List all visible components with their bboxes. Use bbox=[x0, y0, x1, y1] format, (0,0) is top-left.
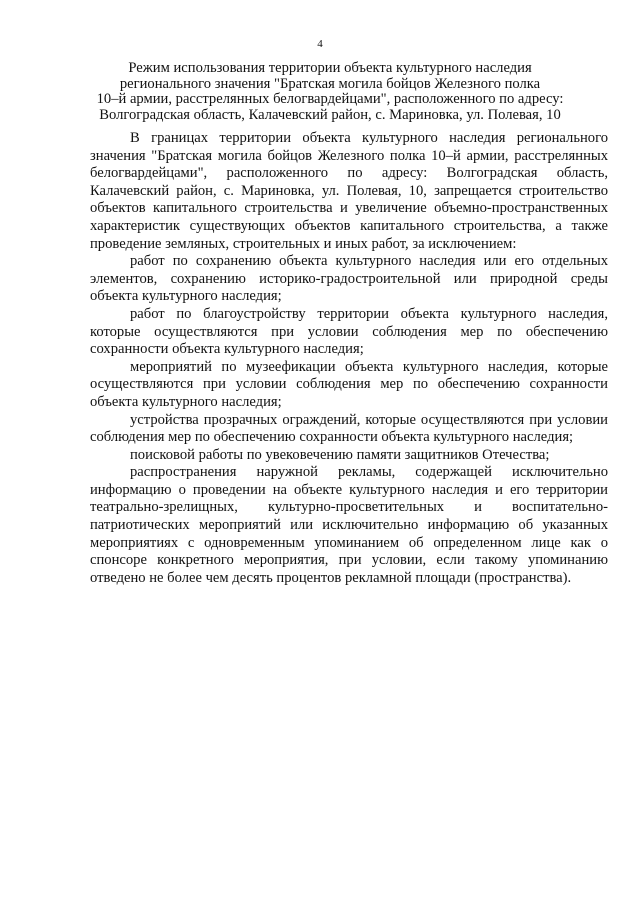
paragraph-exception-fencing: устройства прозрачных ограждений, которые осуществляются при условии соблюдения мер по обеспечению сохранности объекта культурного наследия; bbox=[90, 411, 608, 446]
page-number: 4 bbox=[317, 38, 323, 50]
document-body bbox=[90, 130, 608, 587]
paragraph-exception-landscaping: работ по благоустройству территории объекта культурного наследия, которые осуществляются при условии соблюдения мер по обеспечению сохранности объекта культурного наследия; bbox=[90, 305, 608, 358]
paragraph-exception-museumification: мероприятий по музеефикации объекта культурного наследия, которые осуществляются при условии соблюдения мер по обеспечению сохранности объекта культурного наследия; bbox=[90, 358, 608, 410]
paragraph-intro: В границах территории объекта культурного наследия регионального значения "Братская могила бойцов Железного полка 10–й армии, расстрелянных белогвардейцами", расположенного по адресу: Волгоградская область, Калачевский район, с. Мариновка, ул. Полевая, 10, запрещается строительство объектов капитального строительства и увеличение объемно-пространственных характеристик существующих объектов капитального строительства, а также проведение земляных, строительных и иных работ, за исключением: bbox=[90, 130, 608, 252]
title-line-1: Режим использования территории объекта культурного наследия bbox=[128, 60, 532, 76]
title-line-2: регионального значения "Братская могила бойцов Железного полка bbox=[119, 75, 541, 92]
paragraph-exception-search-work: поисковой работы по увековечению памяти защитников Отечества; bbox=[130, 446, 550, 463]
title-line-4: Волгоградская область, Калачевский район, с. Мариновка, ул. Полевая, 10 bbox=[99, 106, 561, 123]
title-line-3: 10–й армии, расстрелянных белогвардейцами", расположенного по адресу: bbox=[96, 91, 564, 107]
paragraph-exception-preservation: работ по сохранению объекта культурного наследия или его отдельных элементов, сохранению историко-градостроительной или природной среды объекта культурного наследия; bbox=[90, 253, 608, 305]
paragraph-exception-advertising: распространения наружной рекламы, содержащей исключительно информацию о проведении на объекте культурного наследия и его территории театрально-зрелищных, культурно-просветительных и воспитательно-патриотических мероприятий или исключительно информацию об указанных мероприятиях с одновременным упоминанием об определенном лице как о спонсоре конкретного мероприятия, при условии, если такому упоминанию отведено не более чем десять процентов рекламной площади (пространства). bbox=[90, 464, 608, 586]
document-title bbox=[80, 61, 580, 123]
